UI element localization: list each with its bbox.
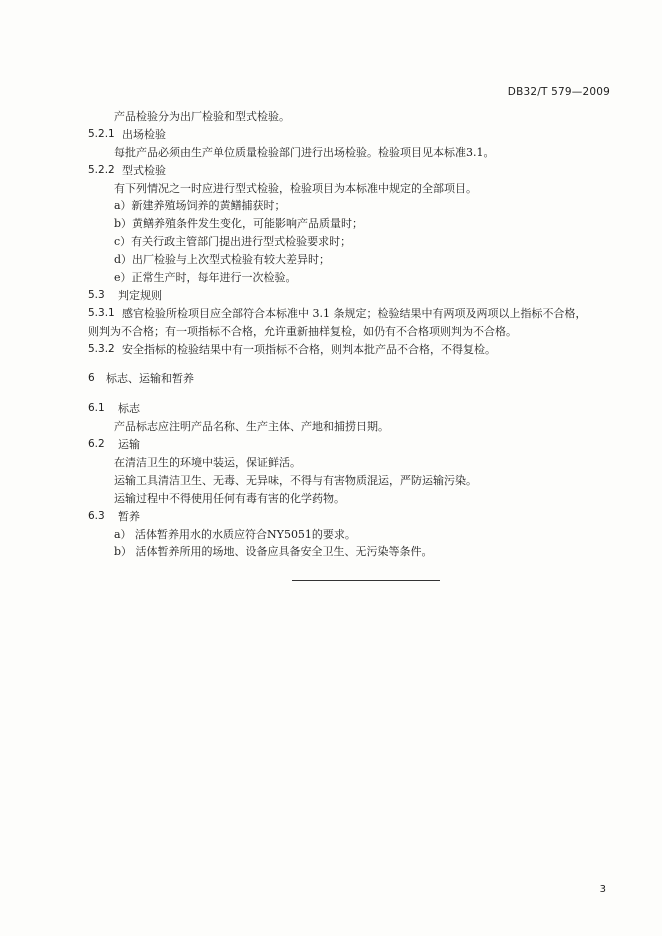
section-5-3-1-text [88,305,612,323]
list-item: c）有关行政主管部门提出进行型式检验要求时； [114,235,352,249]
end-rule [292,580,440,581]
section-number: 5.3.1 [88,306,115,319]
section-text: 感官检验所检项目应全部符合本标准中 3.1 条规定；检验结果中有两项及两项以上指标不合格， [122,306,587,320]
chapter-number: 6 [88,372,95,385]
section-number: 5.3.2 [88,342,115,355]
list-item: a） 活体暂养用水的水质应符合NY5051的要求。 [114,527,356,541]
section-6-2-line: 运输工具清洁卫生、无毒、无异味，不得与有害物质混运，严防运输污染。 [114,473,477,487]
section-5-2-1-heading [88,126,612,144]
section-5-2-2-text: 有下列情况之一时应进行型式检验，检验项目为本标准中规定的全部项目。 [114,181,477,195]
list-item: d）出厂检验与上次型式检验有较大差异时； [114,253,331,267]
section-5-2-2-heading [88,162,612,180]
section-5-2-1-text: 每批产品必须由生产单位质量检验部门进行出场检验。检验项目见本标准3.1。 [114,145,495,159]
section-5-3-heading [88,287,612,305]
standard-code: DB32/T 579—2009 [507,86,610,98]
section-6-2-line: 在清洁卫生的环境中装运，保证鲜活。 [114,456,301,470]
page-number: 3 [599,884,606,895]
section-title: 型式检验 [122,163,166,177]
section-number: 5.3 [88,288,105,301]
section-6-2-heading [88,436,612,454]
section-number: 6.2 [88,438,105,451]
section-title: 出场检验 [122,127,166,141]
section-6-3-heading [88,508,612,526]
list-item: e）正常生产时，每年进行一次检验。 [114,271,297,285]
list-item: b） 活体暂养所用的场地、设备应具备安全卫生、无污染等条件。 [114,545,433,559]
section-title: 判定规则 [118,288,162,302]
section-title: 标志 [118,402,140,416]
section-5-3-2-text [88,341,612,359]
chapter-6-heading [88,370,612,388]
list-item: a）新建养殖场饲养的黄鳝捕获时； [114,199,286,213]
section-6-1-text: 产品标志应注明产品名称、生产主体、产地和捕捞日期。 [114,420,389,434]
section-text: 安全指标的检验结果中有一项指标不合格，则判本批产品不合格，不得复检。 [122,342,496,356]
chapter-title: 标志、运输和暂养 [106,372,194,386]
section-number: 5.2.2 [88,163,115,176]
document-body [88,108,612,561]
section-title: 暂养 [118,509,140,523]
section-6-2-line: 运输过程中不得使用任何有毒有害的化学药物。 [114,491,345,505]
section-5-3-1-continuation: 则判为不合格；有一项指标不合格，允许重新抽样复检，如仍有不合格项则判为不合格。 [88,324,517,338]
section-title: 运输 [118,438,140,452]
section-number: 6.1 [88,402,105,415]
section-number: 6.3 [88,509,105,522]
list-item: b）黄鳝养殖条件发生变化，可能影响产品质量时； [114,217,364,231]
section-number: 5.2.1 [88,127,115,140]
section-6-1-heading [88,400,612,418]
intro-paragraph: 产品检验分为出厂检验和型式检验。 [114,110,290,123]
